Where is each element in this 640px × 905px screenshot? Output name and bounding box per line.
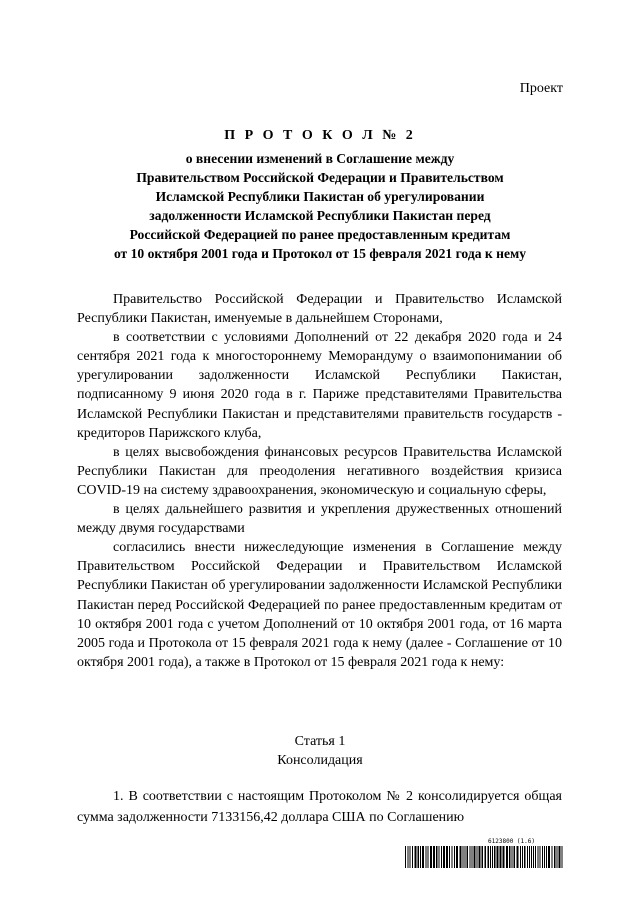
document-title: П Р О Т О К О Л № 2 <box>224 128 416 143</box>
article-header <box>0 732 640 770</box>
paragraph: согласились внести нижеследующие изменения в Соглашение между Правительством Российской Федерации и Правительством Исламской Республики Пакистан об урегулировании задолженности Исламской Республики Пакистан перед Российской Федерацией по ранее предоставленным кредитам от 10 октября 2001 года с учетом Дополнений от 10 октября 2001 года, от 16 марта 2005 года и Протокола от 15 февраля 2021 года к нему (далее - Соглашение от 10 октября 2001 года), а также в Протокол от 15 февраля 2021 года к нему: <box>77 540 562 670</box>
paragraph: в целях высвобождения финансовых ресурсов Правительства Исламской Республики Пакистан для преодоления негативного воздействия кризиса COVID-19 на систему здравоохранения, экономическую и социальную сферы, <box>77 444 562 498</box>
subtitle-line: Российской Федерацией по ранее предоставленным кредитам <box>129 227 511 242</box>
subtitle-line: Правительством Российской Федерации и Правительством <box>136 170 504 185</box>
article-heading: Консолидация <box>277 753 363 768</box>
barcode <box>405 838 565 868</box>
paragraph: 1. В соответствии с настоящим Протоколом № 2 консолидируется общая сумма задолженности 7133156,42 доллара США по Соглашению <box>77 789 562 825</box>
paragraph: Правительство Российской Федерации и Правительство Исламской Республики Пакистан, именуемые в дальнейшем Сторонами, <box>77 292 562 327</box>
article-body <box>77 786 562 828</box>
document-subtitle <box>60 149 580 263</box>
paragraph: в соответствии с условиями Дополнений от 22 декабря 2020 года и 24 сентября 2021 года к многостороннему Меморандуму о взаимопонимании об урегулировании задолженности Исламской Республики Пакистан, подписанному 9 июня 2020 года в г. Париже представителями Правительства Исламской Республики Пакистан и представителями правительств государств - кредиторов Парижского клуба, <box>77 330 562 441</box>
subtitle-line: о внесении изменений в Соглашение между <box>185 151 455 166</box>
subtitle-line: Исламской Республики Пакистан об урегулировании <box>155 189 485 204</box>
subtitle-line: задолженности Исламской Республики Пакистан перед <box>149 208 491 223</box>
subtitle-line: от 10 октября 2001 года и Протокол от 15 февраля 2021 года к нему <box>113 246 527 261</box>
preamble <box>77 290 562 672</box>
barcode-label: 6123800 (1.6) <box>488 838 535 845</box>
draft-label: Проект <box>519 81 563 96</box>
article-number: Статья 1 <box>294 734 346 749</box>
barcode-icon <box>405 846 565 868</box>
paragraph: в целях дальнейшего развития и укрепления дружественных отношений между двумя государствами <box>77 502 562 537</box>
